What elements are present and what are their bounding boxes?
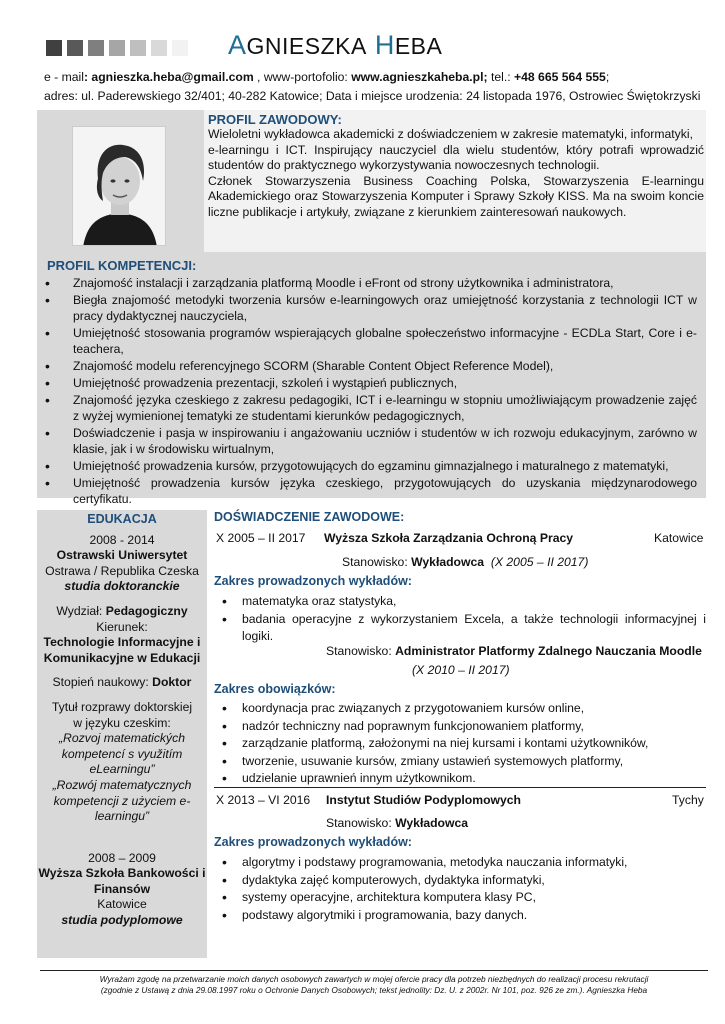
scope-item: • matematyka oraz statystyka, — [214, 593, 706, 611]
portfolio-link[interactable]: www.agnieszkaheba.pl; — [351, 70, 488, 84]
degree-label: Stopień naukowy: — [52, 675, 153, 690]
faculty-value: Pedagogiczny — [105, 603, 188, 618]
job-1-city: Katowice — [654, 531, 704, 545]
footer-divider — [40, 970, 708, 971]
experience-divider — [214, 787, 706, 788]
position-dates: (X 2005 – II 2017) — [490, 555, 589, 569]
profile-line-2a: e-learningu i ICT — [208, 142, 304, 157]
experience-title: DOŚWIADCZENIE ZAWODOWE: — [214, 510, 405, 524]
position-2-value: Administrator Platformy Zdalnego Nauczania Moodle — [395, 644, 702, 658]
education-1-years: 2008 - 2014 — [89, 532, 155, 547]
square-4 — [109, 40, 125, 56]
name-initial-first: A — [228, 30, 247, 60]
thesis-pl-2: kompetencji z użyciem e- — [53, 793, 191, 808]
education-2-place: Katowice — [97, 897, 147, 912]
name-initial-last: H — [374, 30, 395, 60]
thesis-label-1: Tytuł rozprawy doktorskiej — [51, 699, 193, 714]
address-line: adres: ul. Paderewskiego 32/401; 40-282 Katowice; Data i miejsce urodzenia: 24 listopada 1976, Ostrowiec Świętokrzyski — [44, 89, 701, 103]
thesis-pl-3: learningu” — [94, 809, 150, 824]
professional-profile-section — [204, 110, 706, 252]
name-rest-first: GNIESZKA — [246, 33, 367, 59]
thesis-cz-3: eLearningu” — [89, 762, 155, 777]
education-section — [37, 510, 207, 958]
education-2-school-2: Finansów — [93, 881, 151, 896]
scope-item: • algorytmy i podstawy programowania, metodyka nauczania informatyki, — [214, 854, 706, 872]
faculty-label: Wydział: — [56, 603, 106, 618]
phone-value[interactable]: +48 665 564 555 — [513, 70, 606, 84]
portfolio-label: , www-portofolio: — [253, 70, 352, 84]
competence-profile-title: PROFIL KOMPETENCJI: — [47, 258, 197, 273]
scope-item: • dydaktyka zajęć komputerowych, dydaktyka informatyki, — [214, 872, 706, 890]
field-value-2: Komunikacyjne w Edukacji — [43, 650, 201, 665]
field-value-1: Technologie Informacyjne i — [43, 635, 201, 650]
square-5 — [130, 40, 146, 56]
square-7 — [172, 40, 188, 56]
education-2-type: studia podyplomowe — [61, 913, 183, 928]
duty-item: • nadzór techniczny nad poprawnym funkcjonowaniem platformy, — [214, 718, 706, 736]
square-3 — [88, 40, 104, 56]
profile-line-2b: . Inspirujący nauczyciel dla wielu studentów, który potrafi wprowadzić studentów do praktycznego wykorzystywania nowoczesnych technologii. — [208, 142, 704, 173]
job-2-position — [326, 816, 468, 830]
competence-item: • Znajomość modelu referencyjnego SCORM (Sharable Content Object Reference Model), — [47, 358, 697, 374]
scope-item: • systemy operacyjne, architektura komputera klasy PC, — [214, 889, 706, 907]
duty-item: • koordynacja prac związanych z przygotowaniem kursów online, — [214, 700, 706, 718]
job-2-position-value: Wykładowca — [395, 816, 469, 830]
education-2-years: 2008 – 2009 — [88, 850, 156, 865]
candidate-name — [228, 30, 442, 61]
thesis-cz-2: kompetencí s využitím — [61, 746, 183, 761]
email-value[interactable]: : agnieszka.heba@gmail.com — [83, 70, 254, 84]
phone-end: ; — [605, 70, 610, 84]
position-label: Stanowisko: — [342, 555, 412, 569]
job-2-dates: X 2013 – VI 2016 — [216, 793, 311, 807]
profile-photo — [72, 126, 166, 246]
competence-list — [47, 275, 706, 507]
job-1-position-2 — [326, 644, 702, 658]
education-1-type: studia doktoranckie — [64, 579, 180, 594]
profile-line-1: Wieloletni wykładowca akademicki z doświadczeniem w zakresie matematyki, informatyki, — [208, 127, 693, 141]
position-2-label: Stanowisko: — [326, 644, 396, 658]
job-2-city: Tychy — [672, 793, 704, 807]
thesis-label-2: w języku czeskim: — [73, 715, 171, 730]
phone-label: tel.: — [487, 70, 514, 84]
job-2-position-label: Stanowisko: — [326, 816, 396, 830]
education-1-school: Ostrawski Uniwersytet — [56, 548, 188, 563]
square-2 — [67, 40, 83, 56]
education-2-school-1: Wyższa Szkoła Bankowości i — [38, 866, 206, 881]
scope-item: • badania operacyjne z wykorzystaniem Excela, a także technologii informacyjnej i logiki. — [214, 611, 706, 646]
education-title: EDUKACJA — [87, 512, 157, 526]
gdpr-consent-footer — [40, 974, 708, 996]
square-1 — [46, 40, 62, 56]
duty-item: • udzielanie uprawnień innym użytkownikom. — [214, 770, 706, 788]
competence-profile-section — [37, 252, 706, 506]
competence-item: • Znajomość języka czeskiego z zakresu pedagogiki, ICT i e-learningu w stopniu umożliwiającym prowadzenie zajęć z wyżej wymienionej tematyki ze studentami kierunków pedagogicznych, — [47, 392, 697, 424]
professional-profile-title: PROFIL ZAWODOWY: — [208, 112, 342, 127]
thesis-cz-1: „Rozvoj matematických — [59, 731, 185, 746]
duty-item: • zarządzanie platformą, założonymi na niej kursami i kontami użytkowników, — [214, 735, 706, 753]
job-1-position — [342, 555, 588, 569]
competence-item: • Umiejętność prowadzenia kursów, przygotowujących do egzaminu gimnazjalnego i maturalnego z matematyki, — [47, 458, 697, 474]
job-1-scope-title: Zakres prowadzonych wykładów: — [214, 574, 412, 588]
job-2-scope-list — [214, 854, 706, 924]
competence-item: • Doświadczenie i pasja w inspirowaniu i angażowaniu uczniów i studentów w ich rozwoju edukacyjnym, zarówno w klasie, jak i w środowisku wirtualnym, — [47, 425, 697, 457]
job-1-scope-list — [214, 593, 706, 646]
competence-item: • Umiejętność prowadzenia prezentacji, szkoleń i wystąpień publicznych, — [47, 375, 697, 391]
job-2-scope-title: Zakres prowadzonych wykładów: — [214, 835, 412, 849]
education-1-place: Ostrawa / Republika Czeska — [45, 563, 199, 578]
scope-item: • podstawy algorytmiki i programowania, bazy danych. — [214, 907, 706, 925]
name-rest-last: EBA — [394, 33, 443, 59]
square-6 — [151, 40, 167, 56]
competence-item: • Umiejętność stosowania programów wspierających globalne społeczeństwo informacyjne - ECDLa Start, Core i e-teachera, — [47, 325, 697, 357]
job-1-duties-list — [214, 700, 706, 788]
competence-item: • Znajomość instalacji i zarządzania platformą Moodle i eFront od strony użytkownika i administratora, — [47, 275, 697, 291]
footer-line-2: (zgodnie z Ustawą z dnia 29.08.1997 roku o Ochronie Danych Osobowych; tekst jednolity: Dz. U. z 2002r. Nr 101, poz. 926 ze zm.). Agnieszka Heba — [100, 985, 648, 995]
footer-line-1: Wyrażam zgodę na przetwarzanie moich danych osobowych zawartych w mojej ofercie pracy dla potrzeb niezbędnych do realizacji procesu rekrutacji — [99, 974, 649, 984]
job-1-dates: X 2005 – II 2017 — [216, 531, 306, 545]
competence-item: • Umiejętność prowadzenia kursów języka czeskiego, przygotowujących do uzyskania międzynarodowego certyfikatu. — [47, 475, 697, 507]
professional-profile-text — [208, 127, 704, 221]
thesis-pl-1: „Rozwój matematycznych — [52, 777, 192, 792]
job-1-employer: Wyższa Szkoła Zarządzania Ochroną Pracy — [324, 531, 574, 545]
job-1-duties-title: Zakres obowiązków: — [214, 682, 336, 696]
profile-line-3: Członek Stowarzyszenia Business Coaching Polska, Stowarzyszenia E-learningu Akademickiego oraz Stowarzyszenia Komputer i Sprawy Szkoły KISS. Ma na swoim koncie liczne publikacje i artykuły, związane z kierunkiem zainteresowań naukowych. — [208, 173, 704, 219]
duty-item: • tworzenie, usuwanie kursów, zmiany ustawień systemowych platformy, — [214, 753, 706, 771]
degree-value: Doktor — [152, 675, 192, 690]
job-2-employer: Instytut Studiów Podyplomowych — [326, 793, 521, 807]
portrait-illustration — [73, 127, 166, 246]
position-2-dates: (X 2010 – II 2017) — [412, 663, 510, 677]
field-label: Kierunek: — [96, 619, 148, 634]
decorative-squares — [46, 40, 188, 56]
email-label: e - mail — [44, 70, 84, 84]
position-value: Wykładowca — [411, 555, 485, 569]
competence-item: • Biegła znajomość metodyki tworzenia kursów e-learningowych oraz umiejętność korzystania z technologii ICT w pracy dydaktycznej nauczyciela, — [47, 292, 697, 324]
contact-line — [44, 70, 609, 84]
